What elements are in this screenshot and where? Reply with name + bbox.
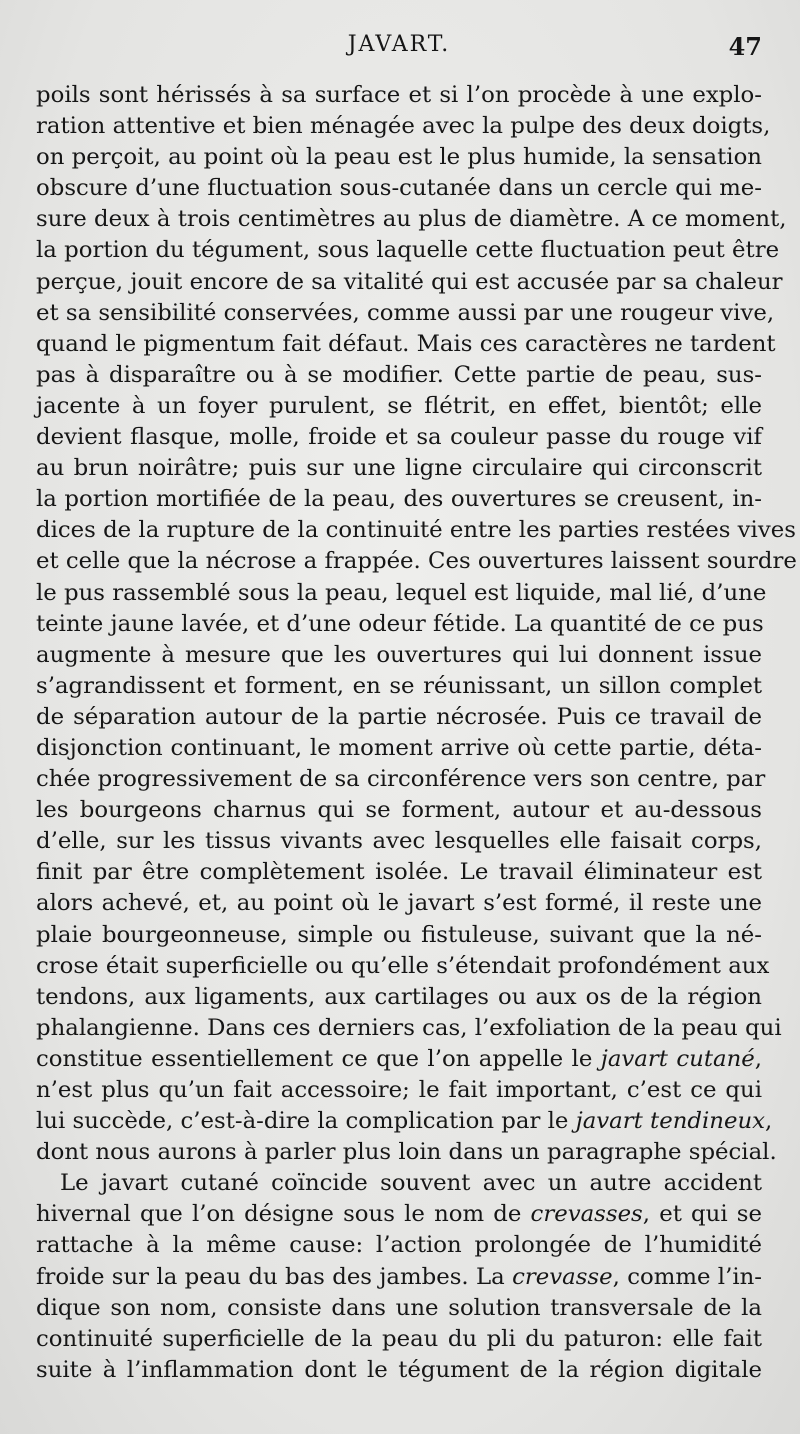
text-segment: le pus rassemblé sous la peau, lequel est liquide, mal lié, d’une — [36, 579, 767, 606]
text-segment: s’agrandissent et forment, en se réunissant, un sillon complet — [36, 672, 762, 699]
text-segment: ration attentive et bien ménagée avec la pulpe des deux doigts, — [36, 113, 771, 140]
text-segment: augmente à mesure que les ouvertures qui lui donnent issue — [36, 641, 762, 668]
text-line — [36, 982, 762, 1013]
text-segment: chée progressivement de sa circonférence vers son centre, par — [36, 766, 766, 793]
text-segment: et celle que la nécrose a frappée. Ces ouvertures laissent sourdre — [36, 548, 797, 575]
text-line — [36, 1168, 762, 1199]
text-segment: disjonction continuant, le moment arrive où cette partie, déta- — [36, 734, 762, 761]
text-line — [36, 764, 766, 795]
text-segment: sure deux à trois centimètres au plus de diamètre. A ce moment, — [36, 206, 787, 233]
text-segment: obscure d’une fluctuation sous-cutanée dans un cercle qui me- — [36, 175, 762, 202]
text-segment: continuité superficielle de la peau du pli du paturon: elle fait — [36, 1325, 762, 1352]
text-line — [36, 578, 767, 609]
text-segment: dique son nom, consiste dans une solution transversale de la — [36, 1294, 762, 1321]
text-line — [36, 80, 762, 111]
text-segment: tendons, aux ligaments, aux cartilages ou aux os de la région — [36, 983, 762, 1010]
text-segment: au brun noirâtre; puis sur une ligne circulaire qui circonscrit — [36, 455, 762, 482]
italic-term: crevasses — [530, 1201, 643, 1228]
body-text — [36, 80, 797, 1386]
text-line — [36, 826, 762, 857]
text-segment: et sa sensibilité conservées, comme aussi par une rougeur vive, — [36, 299, 775, 326]
text-segment: hivernal que l’on désigne sous le nom de — [36, 1201, 531, 1228]
text-line — [36, 142, 762, 173]
italic-term: javart cutané — [600, 1045, 755, 1072]
text-segment: , et qui se — [642, 1201, 762, 1228]
text-line — [36, 546, 797, 577]
text-segment: on perçoit, au point où la peau est le plus humide, la sensation — [36, 144, 762, 171]
text-segment: plaie bourgeonneuse, simple ou fistuleuse, suivant que la né- — [36, 921, 762, 948]
text-line — [36, 671, 762, 702]
text-segment: crose était superficielle ou qu’elle s’étendait profondément aux — [36, 952, 770, 979]
text-segment: la portion mortifiée de la peau, des ouvertures se creusent, in- — [36, 486, 762, 513]
text-segment: lui succède, c’est-à-dire la complication par le — [36, 1108, 576, 1135]
text-segment: , comme l’in- — [612, 1263, 763, 1290]
text-line — [36, 702, 762, 733]
text-line — [36, 1324, 762, 1355]
text-segment: froide sur la peau du bas des jambes. La — [36, 1263, 513, 1290]
text-line — [36, 391, 762, 422]
text-segment: devient flasque, molle, froide et sa couleur passe du rouge vif — [36, 424, 762, 451]
text-line — [36, 298, 775, 329]
text-segment: Le javart cutané coïncide souvent avec un autre accident — [60, 1170, 762, 1197]
text-line — [36, 1355, 762, 1386]
text-line — [36, 733, 762, 764]
text-segment: les bourgeons charnus qui se forment, autour et au-dessous — [36, 797, 762, 824]
text-line — [36, 1230, 762, 1261]
text-line — [36, 515, 796, 546]
text-segment: alors achevé, et, au point où le javart s’est formé, il reste une — [36, 890, 762, 917]
text-line — [36, 453, 762, 484]
text-segment: pas à disparaître ou à se modifier. Cette partie de peau, sus- — [36, 361, 762, 388]
text-segment: poils sont hérissés à sa surface et si l’on procède à une explo- — [36, 82, 762, 108]
text-segment: suite à l’inflammation dont le tégument de la région digitale — [36, 1356, 762, 1383]
text-segment: de séparation autour de la partie nécrosée. Puis ce travail de — [36, 703, 762, 730]
text-segment: perçue, jouit encore de sa vitalité qui est accusée par sa chaleur — [36, 268, 783, 295]
text-line — [36, 204, 787, 235]
text-segment: , — [765, 1108, 773, 1135]
text-line — [36, 1262, 762, 1293]
text-line — [36, 1199, 762, 1230]
text-line — [36, 235, 780, 266]
text-segment: constitue essentiellement ce que l’on appelle le — [36, 1045, 601, 1072]
text-line — [36, 1044, 762, 1075]
text-line — [36, 1013, 782, 1044]
text-segment: quand le pigmentum fait défaut. Mais ces caractères ne tardent — [36, 330, 776, 357]
text-line — [36, 609, 762, 640]
text-line — [36, 951, 770, 982]
text-line — [36, 857, 762, 888]
text-segment: rattache à la même cause: l’action prolongée de l’humidité — [36, 1232, 762, 1259]
text-segment: d’elle, sur les tissus vivants avec lesquelles elle faisait corps, — [36, 828, 762, 855]
text-line — [36, 329, 776, 360]
text-segment: dices de la rupture de la continuité entre les parties restées vives — [36, 517, 796, 544]
italic-term: crevasse — [512, 1263, 613, 1290]
page-header — [36, 28, 762, 68]
italic-term: javart tendineux — [575, 1108, 765, 1135]
text-segment: teinte jaune lavée, et d’une odeur fétide. La quantité de ce pus — [36, 610, 764, 637]
text-line — [36, 484, 762, 515]
text-line — [36, 267, 783, 298]
text-segment: jacente à un foyer purulent, se flétrit, en effet, bientôt; elle — [36, 392, 762, 419]
text-line — [36, 920, 762, 951]
text-segment: la portion du tégument, sous laquelle cette fluctuation peut être — [36, 237, 780, 264]
running-head: JAVART. — [347, 32, 451, 57]
text-line — [36, 1075, 762, 1106]
text-segment: dont nous aurons à parler plus loin dans un paragraphe spécial. — [36, 1139, 777, 1166]
text-line — [36, 888, 762, 919]
text-segment: phalangienne. Dans ces derniers cas, l’exfoliation de la peau qui — [36, 1014, 782, 1041]
text-line — [36, 173, 762, 204]
text-segment: , — [754, 1045, 763, 1072]
text-segment: finit par être complètement isolée. Le travail éliminateur est — [36, 859, 762, 886]
text-line — [36, 111, 771, 142]
page-number: 47 — [728, 32, 762, 61]
text-line — [36, 422, 762, 453]
text-line — [36, 1137, 777, 1168]
text-segment: n’est plus qu’un fait accessoire; le fait important, c’est ce qui — [36, 1077, 762, 1103]
text-line — [36, 360, 762, 391]
text-line — [36, 1106, 773, 1137]
text-line — [36, 1293, 762, 1324]
text-line — [36, 640, 762, 671]
text-line — [36, 795, 762, 826]
